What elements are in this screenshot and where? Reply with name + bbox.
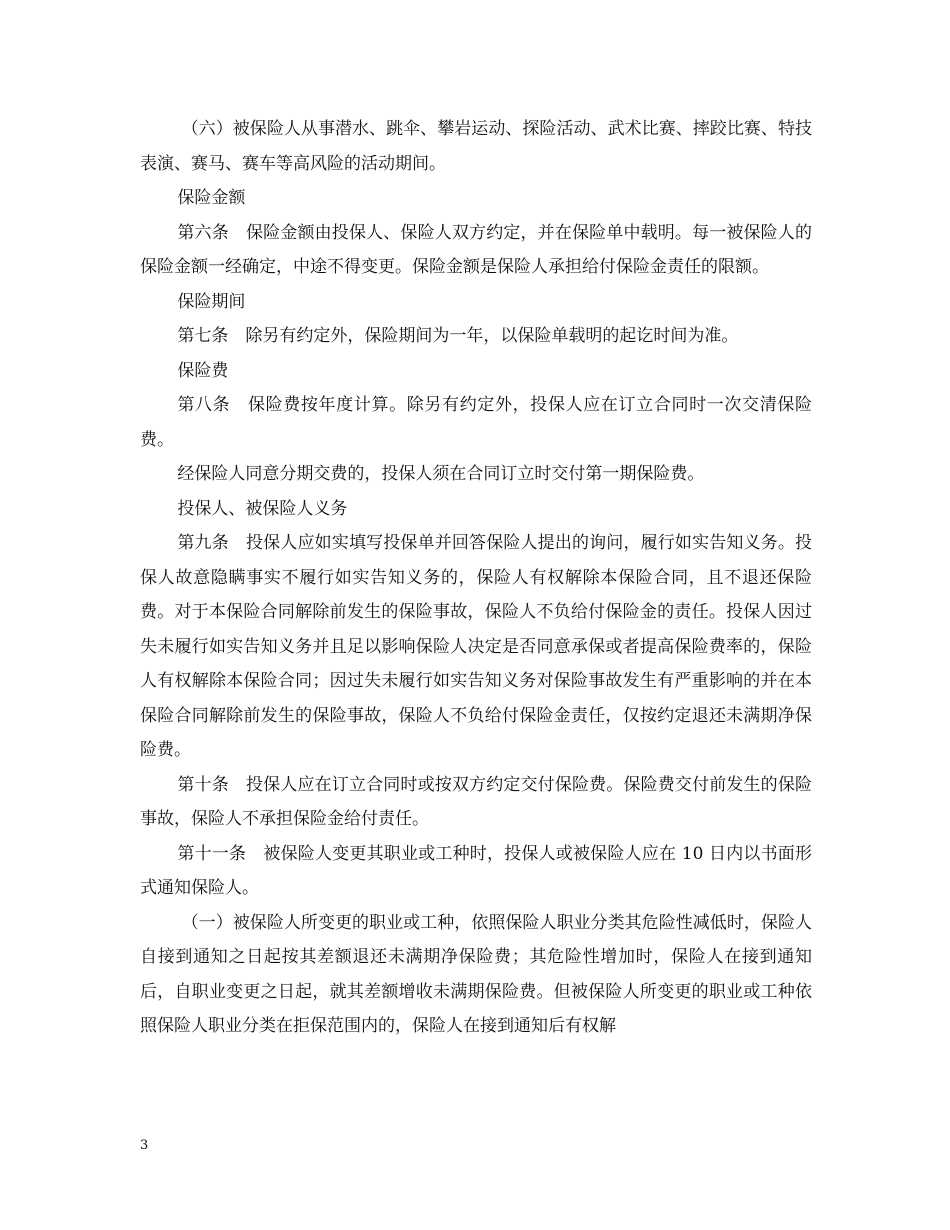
document-body — [140, 112, 812, 1044]
article-paragraph: 第十一条 被保险人变更其职业或工种时，投保人或被保险人应在 10 日内以书面形式通知保险人。 — [140, 843, 812, 898]
article-paragraph: 第七条 除另有约定外，保险期间为一年，以保险单载明的起讫时间为准。 — [177, 326, 739, 346]
clause-paragraph: （六）被保险人从事潜水、跳伞、攀岩运动、探险活动、武术比赛、摔跤比赛、特技表演、赛马、赛车等高风险的活动期间。 — [140, 119, 812, 174]
article-paragraph: 第六条 保险金额由投保人、保险人双方约定，并在保险单中载明。每一被保险人的保险金额一经确定，中途不得变更。保险金额是保险人承担给付保险金责任的限额。 — [140, 222, 812, 277]
article-paragraph: 第八条 保险费按年度计算。除另有约定外，投保人应在订立合同时一次交清保险费。 — [140, 395, 812, 450]
section-heading: 投保人、被保险人义务 — [177, 498, 348, 519]
section-heading: 保险期间 — [177, 291, 246, 312]
clause-paragraph: （一）被保险人所变更的职业或工种，依照保险人职业分类其危险性减低时，保险人自接到通知之日起按其差额退还未满期净保险费；其危险性增加时，保险人在接到通知后，自职业变更之日起，就其差额增收未满期保险费。但被保险人所变更的职业或工种依照保险人职业分类在拒保范围内的，保险人在接到通知后有权解 — [140, 912, 812, 1036]
section-heading: 保险费 — [177, 360, 229, 381]
page-number: 3 — [140, 1138, 149, 1153]
section-heading: 保险金额 — [177, 188, 246, 208]
article-paragraph: 第十条 投保人应在订立合同时或按双方约定交付保险费。保险费交付前发生的保险事故，保险人不承担保险金给付责任。 — [140, 774, 812, 829]
article-paragraph: 第九条 投保人应如实填写投保单并回答保险人提出的询问，履行如实告知义务。投保人故意隐瞒事实不履行如实告知义务的，保险人有权解除本保险合同，且不退还保险费。对于本保险合同解除前发生的保险事故，保险人不负给付保险金的责任。投保人因过失未履行如实告知义务并且足以影响保险人决定是否同意承保或者提高保险费率的，保险人有权解除本保险合同；因过失未履行如实告知义务对保险事故发生有严重影响的并在本保险合同解除前发生的保险事故，保险人不负给付保险金责任，仅按约定退还未满期净保险费。 — [140, 533, 812, 760]
body-paragraph: 经保险人同意分期交费的，投保人须在合同订立时交付第一期保险费。 — [177, 464, 705, 484]
